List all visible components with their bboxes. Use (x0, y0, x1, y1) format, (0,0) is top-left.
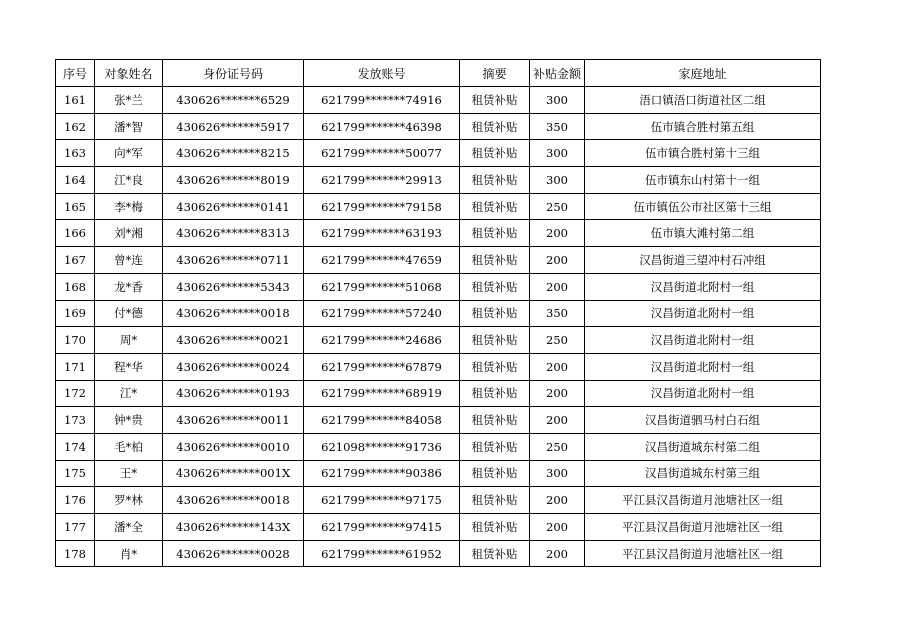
summary-cell: 租赁补贴 (460, 353, 530, 380)
id-number-cell: 430626*******8019 (163, 167, 304, 194)
amount-cell: 200 (530, 380, 585, 407)
table-body (56, 87, 821, 567)
index-cell: 162 (56, 113, 95, 140)
amount-cell: 250 (530, 433, 585, 460)
account-cell: 621799*******90386 (304, 460, 460, 487)
amount-cell: 300 (530, 460, 585, 487)
index-cell: 168 (56, 273, 95, 300)
address-cell: 汉昌街道北附村一组 (585, 273, 821, 300)
summary-cell: 租赁补贴 (460, 193, 530, 220)
account-cell: 621799*******68919 (304, 380, 460, 407)
amount-cell: 300 (530, 87, 585, 114)
amount-cell: 250 (530, 327, 585, 354)
table-row (56, 193, 821, 220)
id-number-cell: 430626*******8215 (163, 140, 304, 167)
name-cell: 李*梅 (95, 193, 163, 220)
address-cell: 伍市镇伍公市社区第十三组 (585, 193, 821, 220)
header-cell-summary: 摘要 (460, 60, 530, 87)
index-cell: 166 (56, 220, 95, 247)
address-cell: 平江县汉昌街道月池塘社区一组 (585, 514, 821, 541)
account-cell: 621799*******47659 (304, 247, 460, 274)
id-number-cell: 430626*******0028 (163, 540, 304, 567)
name-cell: 程*华 (95, 353, 163, 380)
account-cell: 621799*******84058 (304, 407, 460, 434)
summary-cell: 租赁补贴 (460, 87, 530, 114)
address-cell: 汉昌街道北附村一组 (585, 353, 821, 380)
index-cell: 171 (56, 353, 95, 380)
id-number-cell: 430626*******001X (163, 460, 304, 487)
summary-cell: 租赁补贴 (460, 380, 530, 407)
index-cell: 167 (56, 247, 95, 274)
account-cell: 621799*******46398 (304, 113, 460, 140)
account-cell: 621799*******74916 (304, 87, 460, 114)
index-cell: 178 (56, 540, 95, 567)
amount-cell: 300 (530, 140, 585, 167)
address-cell: 伍市镇东山村第十一组 (585, 167, 821, 194)
amount-cell: 300 (530, 167, 585, 194)
name-cell: 付*德 (95, 300, 163, 327)
account-cell: 621799*******63193 (304, 220, 460, 247)
table-row (56, 273, 821, 300)
table-row (56, 460, 821, 487)
index-cell: 176 (56, 487, 95, 514)
id-number-cell: 430626*******0010 (163, 433, 304, 460)
summary-cell: 租赁补贴 (460, 113, 530, 140)
id-number-cell: 430626*******0021 (163, 327, 304, 354)
summary-cell: 租赁补贴 (460, 220, 530, 247)
name-cell: 向*军 (95, 140, 163, 167)
name-cell: 钟*贵 (95, 407, 163, 434)
amount-cell: 200 (530, 353, 585, 380)
table-row (56, 167, 821, 194)
account-cell: 621799*******50077 (304, 140, 460, 167)
name-cell: 潘*智 (95, 113, 163, 140)
id-number-cell: 430626*******5917 (163, 113, 304, 140)
table-row (56, 220, 821, 247)
subsidy-table (55, 59, 821, 567)
id-number-cell: 430626*******0711 (163, 247, 304, 274)
summary-cell: 租赁补贴 (460, 407, 530, 434)
amount-cell: 200 (530, 407, 585, 434)
name-cell: 江*良 (95, 167, 163, 194)
summary-cell: 租赁补贴 (460, 247, 530, 274)
summary-cell: 租赁补贴 (460, 540, 530, 567)
account-cell: 621799*******97175 (304, 487, 460, 514)
name-cell: 刘*湘 (95, 220, 163, 247)
id-number-cell: 430626*******0193 (163, 380, 304, 407)
amount-cell: 200 (530, 220, 585, 247)
summary-cell: 租赁补贴 (460, 140, 530, 167)
header-cell-amount: 补贴金额 (530, 60, 585, 87)
name-cell: 张*兰 (95, 87, 163, 114)
name-cell: 曾*连 (95, 247, 163, 274)
name-cell: 王* (95, 460, 163, 487)
summary-cell: 租赁补贴 (460, 273, 530, 300)
account-cell: 621799*******51068 (304, 273, 460, 300)
id-number-cell: 430626*******8313 (163, 220, 304, 247)
address-cell: 平江县汉昌街道月池塘社区一组 (585, 540, 821, 567)
index-cell: 172 (56, 380, 95, 407)
header-cell-address: 家庭地址 (585, 60, 821, 87)
account-cell: 621098*******91736 (304, 433, 460, 460)
id-number-cell: 430626*******0024 (163, 353, 304, 380)
table-row (56, 113, 821, 140)
name-cell: 罗*林 (95, 487, 163, 514)
table-row (56, 380, 821, 407)
address-cell: 汉昌街道城东村第二组 (585, 433, 821, 460)
summary-cell: 租赁补贴 (460, 167, 530, 194)
summary-cell: 租赁补贴 (460, 460, 530, 487)
summary-cell: 租赁补贴 (460, 327, 530, 354)
index-cell: 169 (56, 300, 95, 327)
id-number-cell: 430626*******0141 (163, 193, 304, 220)
account-cell: 621799*******61952 (304, 540, 460, 567)
table-row (56, 540, 821, 567)
amount-cell: 350 (530, 300, 585, 327)
table-row (56, 247, 821, 274)
account-cell: 621799*******24686 (304, 327, 460, 354)
index-cell: 163 (56, 140, 95, 167)
name-cell: 江* (95, 380, 163, 407)
table-row (56, 353, 821, 380)
address-cell: 伍市镇大滩村第二组 (585, 220, 821, 247)
amount-cell: 200 (530, 514, 585, 541)
summary-cell: 租赁补贴 (460, 487, 530, 514)
index-cell: 164 (56, 167, 95, 194)
header-cell-name: 对象姓名 (95, 60, 163, 87)
table-row (56, 87, 821, 114)
address-cell: 伍市镇合胜村第五组 (585, 113, 821, 140)
summary-cell: 租赁补贴 (460, 514, 530, 541)
table-row (56, 487, 821, 514)
amount-cell: 250 (530, 193, 585, 220)
table-row (56, 327, 821, 354)
index-cell: 165 (56, 193, 95, 220)
amount-cell: 200 (530, 487, 585, 514)
address-cell: 伍市镇合胜村第十三组 (585, 140, 821, 167)
account-cell: 621799*******67879 (304, 353, 460, 380)
summary-cell: 租赁补贴 (460, 433, 530, 460)
table-row (56, 514, 821, 541)
address-cell: 汉昌街道北附村一组 (585, 327, 821, 354)
name-cell: 肖* (95, 540, 163, 567)
name-cell: 周* (95, 327, 163, 354)
index-cell: 177 (56, 514, 95, 541)
id-number-cell: 430626*******0018 (163, 487, 304, 514)
account-cell: 621799*******29913 (304, 167, 460, 194)
id-number-cell: 430626*******0011 (163, 407, 304, 434)
table-row (56, 407, 821, 434)
name-cell: 潘*全 (95, 514, 163, 541)
id-number-cell: 430626*******6529 (163, 87, 304, 114)
id-number-cell: 430626*******0018 (163, 300, 304, 327)
address-cell: 汉昌街道城东村第三组 (585, 460, 821, 487)
id-number-cell: 430626*******143X (163, 514, 304, 541)
name-cell: 龙*香 (95, 273, 163, 300)
header-row (56, 60, 821, 87)
header-cell-id-number: 身份证号码 (163, 60, 304, 87)
index-cell: 173 (56, 407, 95, 434)
name-cell: 毛*柏 (95, 433, 163, 460)
amount-cell: 200 (530, 273, 585, 300)
id-number-cell: 430626*******5343 (163, 273, 304, 300)
account-cell: 621799*******97415 (304, 514, 460, 541)
index-cell: 175 (56, 460, 95, 487)
account-cell: 621799*******79158 (304, 193, 460, 220)
address-cell: 汉昌街道驷马村白石组 (585, 407, 821, 434)
table-row (56, 300, 821, 327)
address-cell: 平江县汉昌街道月池塘社区一组 (585, 487, 821, 514)
amount-cell: 350 (530, 113, 585, 140)
address-cell: 汉昌街道北附村一组 (585, 380, 821, 407)
address-cell: 浯口镇浯口街道社区二组 (585, 87, 821, 114)
table-row (56, 433, 821, 460)
header-cell-account: 发放账号 (304, 60, 460, 87)
header-cell-index: 序号 (56, 60, 95, 87)
index-cell: 170 (56, 327, 95, 354)
amount-cell: 200 (530, 247, 585, 274)
table-row (56, 140, 821, 167)
amount-cell: 200 (530, 540, 585, 567)
address-cell: 汉昌街道三望冲村石冲组 (585, 247, 821, 274)
index-cell: 174 (56, 433, 95, 460)
summary-cell: 租赁补贴 (460, 300, 530, 327)
address-cell: 汉昌街道北附村一组 (585, 300, 821, 327)
index-cell: 161 (56, 87, 95, 114)
account-cell: 621799*******57240 (304, 300, 460, 327)
